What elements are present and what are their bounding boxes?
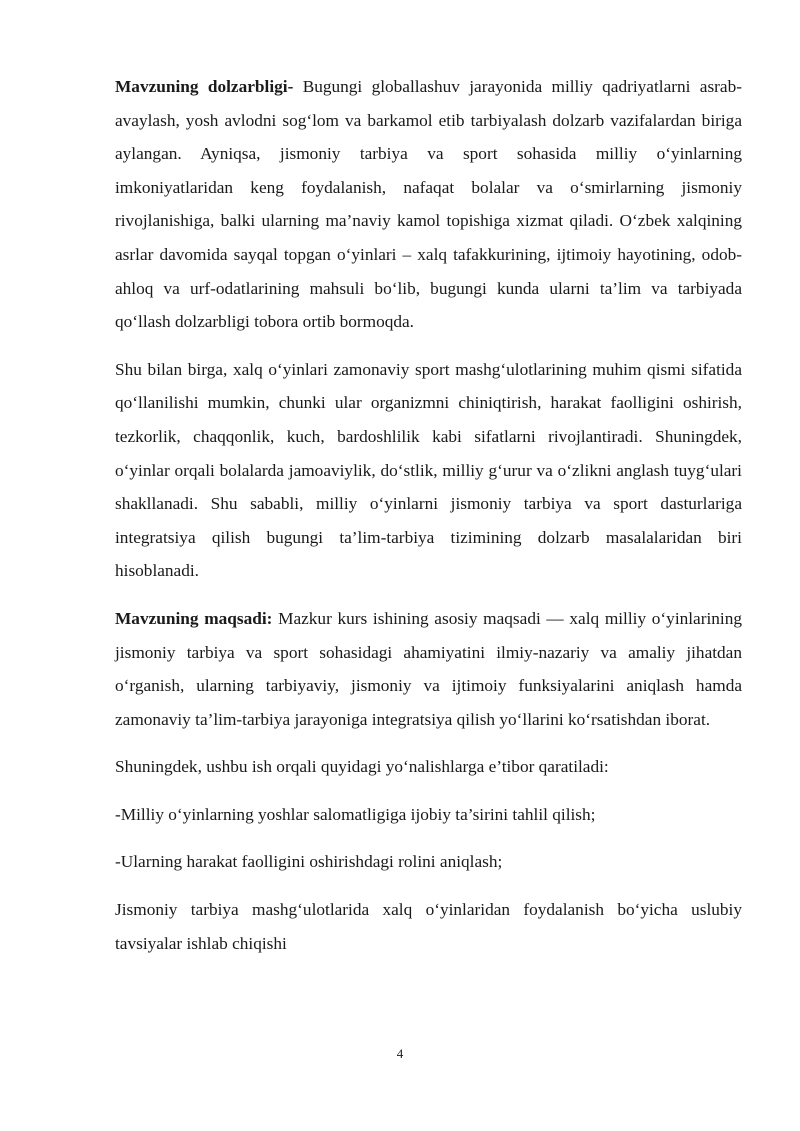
list-item: -Milliy o‘yinlarning yoshlar salomatligiga ijobiy ta’sirini tahlil qilish; xyxy=(115,804,596,824)
list-item: Jismoniy tarbiya mashg‘ulotlarida xalq o‘yinlaridan foydalanish bo‘yicha uslubiy tavsiyalar ishlab chiqishi xyxy=(115,900,742,953)
relevance-paragraph xyxy=(115,70,742,339)
goal-heading: Mavzuning maqsadi: xyxy=(115,608,273,628)
relevance-text: Bugungi globallashuv jarayonida milliy qadriyatlarni asrab-avaylash, yosh avlodni sog‘lom va barkamol etib tarbiyalash dolzarb vazifalardan biriga aylangan. Ayniqsa, jismoniy tarbiya va sport sohasida milliy o‘yinlarning imkoniyatlaridan keng foydalanish, nafaqat bolalar va o‘smirlarning jismoniy rivojlanishiga, balki ularning ma’naviy kamol topishiga xizmat qiladi. O‘zbek xalqining asrlar davomida sayqal topgan o‘yinlari – xalq tafakkurining, ijtimoiy hayotining, odob-ahloq va urf-odatlarining mahsuli bo‘lib, bugungi kunda ularni ta’lim va tarbiyada qo‘llash dolzarbligi tobora ortib bormoqda. xyxy=(115,77,742,332)
goal-text: Mazkur kurs ishining asosiy maqsadi — xalq milliy o‘yinlarining jismoniy tarbiya va sport sohasidagi ahamiyatini ilmiy-nazariy va amaliy jihatdan o‘rganish, ularning tarbiyaviy, jismoniy va ijtimoiy funksiyalarini aniqlash hamda zamonaviy ta’lim-tarbiya jarayoniga integratsiya qilish yo‘llarini ko‘rsatishdan iborat. xyxy=(115,608,743,729)
document-page xyxy=(115,70,742,960)
goal-paragraph xyxy=(115,602,742,736)
relevance-heading: Mavzuning dolzarbligi- xyxy=(115,77,294,96)
list-item: -Ularning harakat faolligini oshirishdagi rolini aniqlash; xyxy=(115,852,503,872)
directions-intro: Shuningdek, ushbu ish orqali quyidagi yo‘nalishlarga e’tibor qaratiladi: xyxy=(115,757,609,777)
integration-paragraph: Shu bilan birga, xalq o‘yinlari zamonaviy sport mashg‘ulotlarining muhim qismi sifatida qo‘llanilishi mumkin, chunki ular organizmni chiniqtirish, harakat faolligini oshirish, tezkorlik, chaqqonlik, kuch, bardoshlilik kabi sifatlarni rivojlantiradi. Shuningdek, o‘yinlar orqali bolalarda jamoaviylik, do‘stlik, milliy g‘urur va o‘zlikni anglash tuyg‘ulari shakllanadi. Shu sababli, milliy o‘yinlarni jismoniy tarbiya va sport dasturlariga integratsiya qilish bugungi ta’lim-tarbiya tizimining dolzarb masalalaridan biri hisoblanadi. xyxy=(115,359,742,581)
page-number: 4 xyxy=(396,1046,404,1061)
